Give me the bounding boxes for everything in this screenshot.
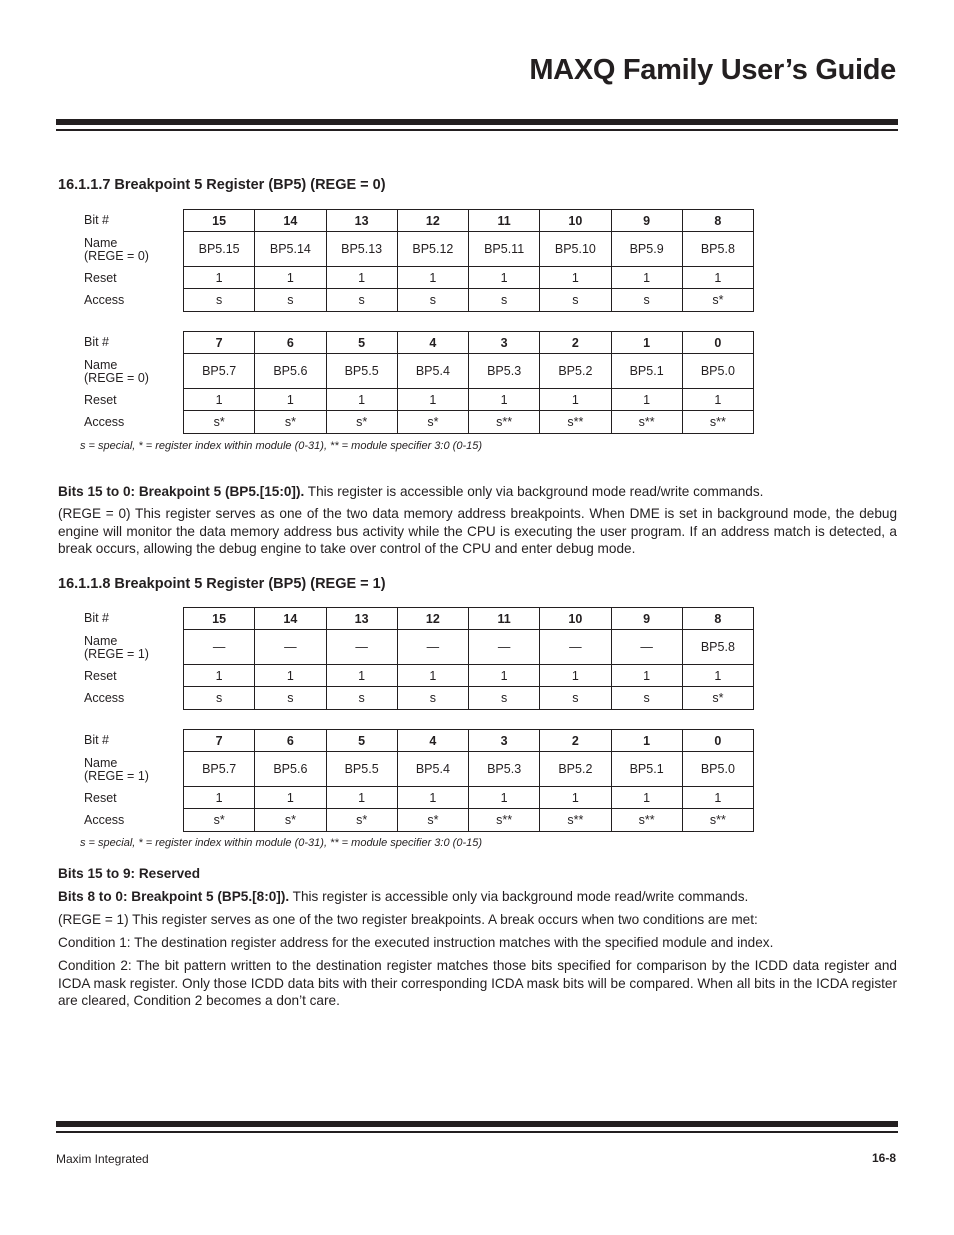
bits-text: This register is accessible only via background mode read/write commands.	[304, 484, 764, 499]
name-cell: BP5.8	[683, 630, 754, 665]
access-cell: s	[398, 289, 469, 312]
reset-cell: 1	[327, 389, 398, 411]
name-cell: BP5.2	[540, 752, 611, 787]
reset-label: Reset	[84, 790, 117, 805]
reset-cell: 1	[612, 665, 683, 687]
reset-cell: 1	[469, 787, 540, 809]
bits-text: This register is accessible only via background mode read/write commands.	[289, 889, 749, 904]
reset-label: Reset	[84, 668, 117, 683]
access-row	[84, 809, 754, 832]
access-label: Access	[84, 813, 125, 827]
reset-cell: 1	[327, 267, 398, 289]
reset-cell: 1	[398, 267, 469, 289]
reset-cell: 1	[327, 665, 398, 687]
name-cell: BP5.4	[398, 752, 469, 787]
name-cell: BP5.9	[612, 232, 683, 267]
reset-cell: 1	[184, 267, 255, 289]
table-footnote: s = special, * = register index within module (0-31), ** = module specifier 3:0 (0-15)	[80, 837, 482, 849]
bit-cell: 3	[469, 730, 540, 752]
name-cell: —	[398, 630, 469, 665]
bit-cell: 4	[398, 332, 469, 354]
access-cell: s	[327, 289, 398, 312]
bit-cell: 12	[398, 608, 469, 630]
bit-cell: 13	[327, 210, 398, 232]
access-cell: s**	[683, 411, 754, 434]
name-cell: BP5.5	[327, 752, 398, 787]
bit-cell: 9	[612, 608, 683, 630]
reset-cell: 1	[469, 665, 540, 687]
access-cell: s**	[612, 809, 683, 832]
access-cell: s	[540, 687, 611, 710]
bit-label: Bit #	[84, 212, 110, 227]
reset-cell: 1	[469, 389, 540, 411]
name-cell: BP5.3	[469, 752, 540, 787]
reset-cell: 1	[184, 389, 255, 411]
reset-cell: 1	[398, 665, 469, 687]
bit-cell: 10	[540, 608, 611, 630]
header-rule-thick	[56, 119, 898, 125]
access-row	[84, 687, 754, 710]
name-row	[84, 752, 754, 787]
access-row	[84, 289, 754, 312]
reset-cell: 1	[327, 787, 398, 809]
reset-label: Reset	[84, 392, 117, 407]
bit-row	[84, 729, 754, 752]
access-cell: s*	[255, 809, 326, 832]
bit-cell: 10	[540, 210, 611, 232]
reset-cell: 1	[683, 665, 754, 687]
bit-cell: 6	[255, 332, 326, 354]
access-cell: s*	[683, 687, 754, 710]
access-cell: s**	[683, 809, 754, 832]
name-label: Name (REGE = 1)	[84, 633, 149, 661]
bit-row	[84, 607, 754, 630]
bit-cell: 13	[327, 608, 398, 630]
bit-cell: 9	[612, 210, 683, 232]
reserved-title: Bits 15 to 9: Reserved	[58, 866, 201, 881]
access-cell: s**	[469, 809, 540, 832]
reset-cell: 1	[255, 665, 326, 687]
bit-cell: 11	[469, 608, 540, 630]
reset-cell: 1	[398, 787, 469, 809]
reset-cell: 1	[612, 389, 683, 411]
access-cell: s*	[398, 411, 469, 434]
access-cell: s**	[540, 809, 611, 832]
access-label: Access	[84, 293, 125, 307]
section-heading: 16.1.1.7 Breakpoint 5 Register (BP5) (REGE = 0)	[58, 177, 386, 193]
reset-cell: 1	[612, 267, 683, 289]
name-cell: BP5.2	[540, 354, 611, 389]
access-cell: s	[255, 289, 326, 312]
name-cell: BP5.4	[398, 354, 469, 389]
bit-cell: 12	[398, 210, 469, 232]
page-number: 16-8	[871, 1151, 896, 1165]
footer-rule-thick	[56, 1121, 898, 1127]
bit-label: Bit #	[84, 334, 110, 349]
access-cell: s*	[184, 809, 255, 832]
access-cell: s*	[683, 289, 754, 312]
name-label: Name (REGE = 0)	[84, 235, 149, 263]
bit-cell: 14	[255, 608, 326, 630]
access-cell: s*	[327, 809, 398, 832]
reset-row	[84, 787, 754, 809]
bit-label: Bit #	[84, 732, 110, 747]
bit-cell: 2	[540, 730, 611, 752]
reset-cell: 1	[184, 787, 255, 809]
header-rule-thin	[56, 129, 898, 131]
bit-cell: 15	[184, 210, 255, 232]
bit-cell: 2	[540, 332, 611, 354]
name-cell: BP5.15	[184, 232, 255, 267]
access-cell: s*	[255, 411, 326, 434]
access-cell: s*	[184, 411, 255, 434]
name-cell: BP5.10	[540, 232, 611, 267]
name-row	[84, 232, 754, 267]
reset-cell: 1	[540, 665, 611, 687]
name-cell: BP5.13	[327, 232, 398, 267]
bit-cell: 15	[184, 608, 255, 630]
name-cell: BP5.5	[327, 354, 398, 389]
bit-cell: 8	[683, 608, 754, 630]
access-cell: s*	[327, 411, 398, 434]
name-cell: —	[612, 630, 683, 665]
name-cell: BP5.0	[683, 354, 754, 389]
access-cell: s	[469, 289, 540, 312]
bit-cell: 14	[255, 210, 326, 232]
name-label: Name (REGE = 1)	[84, 755, 149, 783]
access-cell: s**	[540, 411, 611, 434]
table-footnote: s = special, * = register index within module (0-31), ** = module specifier 3:0 (0-15)	[80, 440, 482, 452]
footer-rule-thin	[56, 1131, 898, 1133]
access-label: Access	[84, 691, 125, 705]
bit-cell: 5	[327, 730, 398, 752]
access-cell: s**	[469, 411, 540, 434]
name-row	[84, 354, 754, 389]
bit-cell: 0	[683, 332, 754, 354]
name-cell: BP5.0	[683, 752, 754, 787]
access-cell: s	[469, 687, 540, 710]
name-cell: —	[184, 630, 255, 665]
reset-cell: 1	[540, 787, 611, 809]
reset-label: Reset	[84, 270, 117, 285]
bits-title: Bits 15 to 0: Breakpoint 5 (BP5.[15:0]).	[58, 484, 305, 499]
register-table	[84, 209, 754, 434]
name-cell: BP5.1	[612, 354, 683, 389]
access-cell: s	[255, 687, 326, 710]
name-cell: —	[327, 630, 398, 665]
condition-1: Condition 1: The destination register address for the executed instruction matches with the specified module and index.	[58, 935, 774, 950]
name-cell: BP5.7	[184, 752, 255, 787]
bit-cell: 1	[612, 730, 683, 752]
reset-cell: 1	[540, 267, 611, 289]
reset-cell: 1	[255, 389, 326, 411]
bit-cell: 4	[398, 730, 469, 752]
access-cell: s	[184, 687, 255, 710]
name-cell: —	[540, 630, 611, 665]
reset-cell: 1	[398, 389, 469, 411]
name-row	[84, 630, 754, 665]
reserved-bits	[58, 865, 897, 883]
access-label: Access	[84, 415, 125, 429]
reset-cell: 1	[184, 665, 255, 687]
access-cell: s	[540, 289, 611, 312]
access-cell: s**	[612, 411, 683, 434]
access-cell: s	[327, 687, 398, 710]
reset-cell: 1	[683, 389, 754, 411]
name-cell: BP5.8	[683, 232, 754, 267]
reset-row	[84, 665, 754, 687]
access-cell: s	[612, 289, 683, 312]
bits-description	[58, 888, 897, 906]
register-description: (REGE = 0) This register serves as one of the two data memory address breakpoints. When DME is set in background mode, the debug engine will monitor the data memory address bus activity while the CPU is executing the user program. If an address match is detected, a break occurs, allowing the debug engine to take over control of the CPU and enter debug mode.	[58, 506, 897, 556]
footer-company: Maxim Integrated	[56, 1152, 149, 1166]
bits-title: Bits 8 to 0: Breakpoint 5 (BP5.[8:0]).	[58, 889, 290, 904]
reset-cell: 1	[469, 267, 540, 289]
access-row	[84, 411, 754, 434]
condition-2: Condition 2: The bit pattern written to the destination register matches those bits specified for comparison by the ICDD data register and ICDA mask register. Only those ICDD data bits with their corresponding ICDA mask bits will be compared. When all bits in the ICDA register are cleared, Condition 2 becomes a don’t care.	[58, 958, 897, 1008]
reset-cell: 1	[683, 267, 754, 289]
access-cell: s	[398, 687, 469, 710]
bit-cell: 1	[612, 332, 683, 354]
document-title: MAXQ Family User’s Guide	[529, 54, 896, 86]
reset-cell: 1	[683, 787, 754, 809]
name-cell: BP5.11	[469, 232, 540, 267]
bit-cell: 5	[327, 332, 398, 354]
reset-cell: 1	[612, 787, 683, 809]
register-description: (REGE = 1) This register serves as one of the two register breakpoints. A break occurs when two conditions are met:	[58, 912, 758, 927]
name-cell: BP5.14	[255, 232, 326, 267]
reset-cell: 1	[255, 267, 326, 289]
name-cell: BP5.6	[255, 354, 326, 389]
bit-cell: 7	[184, 730, 255, 752]
register-table	[84, 607, 754, 832]
bit-label: Bit #	[84, 610, 110, 625]
name-cell: BP5.1	[612, 752, 683, 787]
name-cell: —	[255, 630, 326, 665]
bit-cell: 3	[469, 332, 540, 354]
bit-cell: 11	[469, 210, 540, 232]
bit-row	[84, 331, 754, 354]
access-cell: s	[612, 687, 683, 710]
reset-cell: 1	[540, 389, 611, 411]
bit-cell: 6	[255, 730, 326, 752]
name-label: Name (REGE = 0)	[84, 357, 149, 385]
access-cell: s	[184, 289, 255, 312]
bit-cell: 8	[683, 210, 754, 232]
bit-cell: 7	[184, 332, 255, 354]
reset-row	[84, 267, 754, 289]
bits-description	[58, 483, 897, 501]
bit-row	[84, 209, 754, 232]
name-cell: BP5.3	[469, 354, 540, 389]
name-cell: BP5.6	[255, 752, 326, 787]
reset-cell: 1	[255, 787, 326, 809]
name-cell: —	[469, 630, 540, 665]
reset-row	[84, 389, 754, 411]
name-cell: BP5.7	[184, 354, 255, 389]
access-cell: s*	[398, 809, 469, 832]
section-heading: 16.1.1.8 Breakpoint 5 Register (BP5) (REGE = 1)	[58, 576, 386, 592]
bit-cell: 0	[683, 730, 754, 752]
name-cell: BP5.12	[398, 232, 469, 267]
